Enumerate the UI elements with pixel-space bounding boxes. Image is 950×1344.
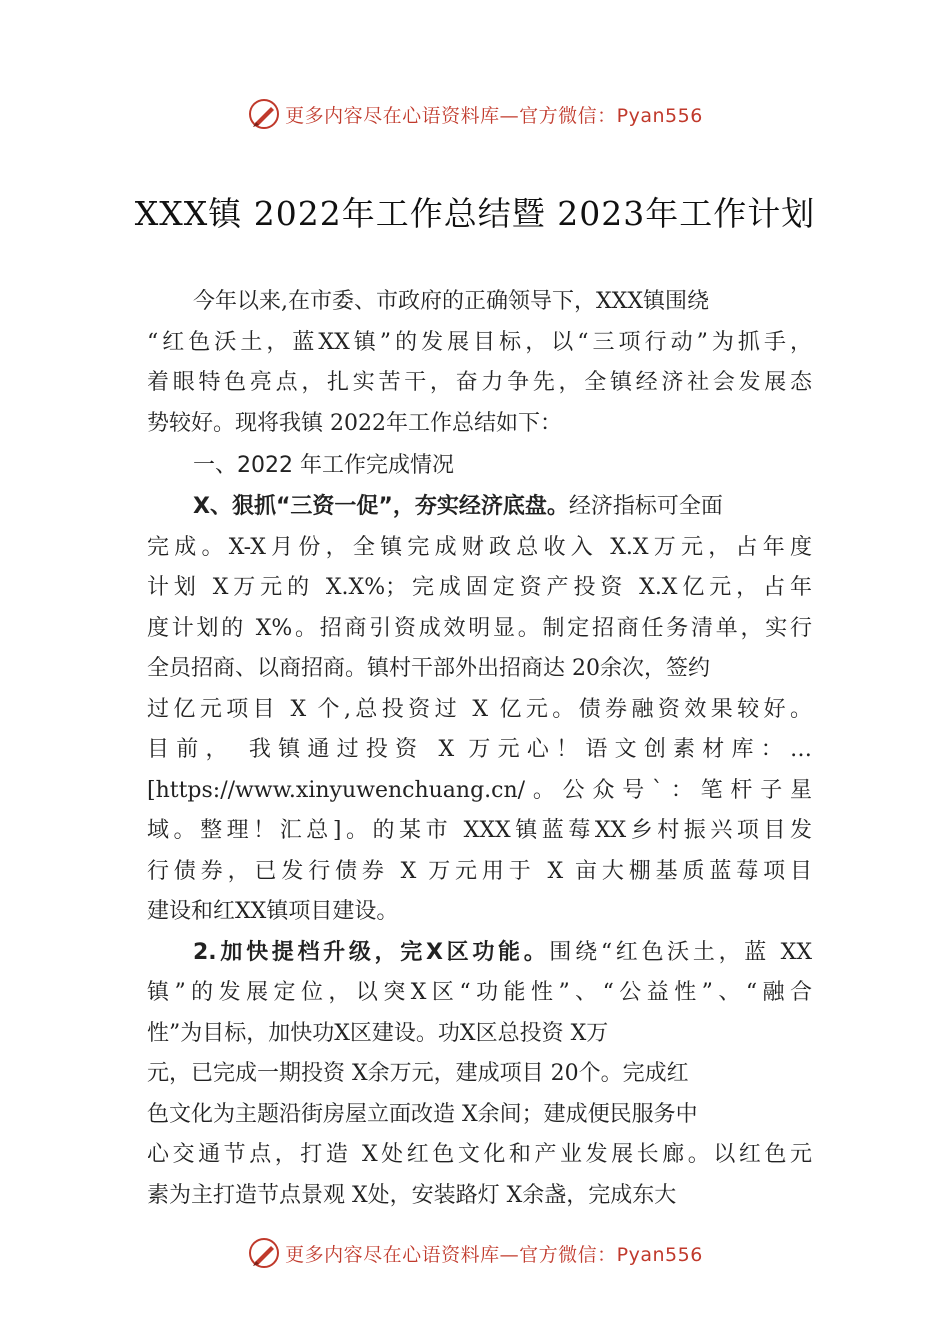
paragraph-2-line: 元，已完成一期投资 X余万元，建成项目 20个。完成红 — [147, 1061, 689, 1086]
header-watermark-banner — [0, 94, 950, 134]
document-title: XXX镇 2022年工作总结暨 2023年工作计划 — [134, 194, 816, 233]
intro-line: 势较好。现将我镇 2022年工作总结如下： — [147, 410, 562, 436]
paragraph-1-line: 域。整理！汇总]。的某市 XXX镇蓝莓XX乡村振兴项目发 — [147, 818, 812, 843]
intro-line: 今年以来,在市委、市政府的正确领导下，XXX镇围绕 — [193, 289, 709, 314]
paragraph-1-line: 过亿元项目 X 个,总投资过 X 亿元。债券融资效果较好。 — [147, 696, 812, 722]
paragraph-2-line: 素为主打造节点景观 X处，安装路灯 X余盏，完成东大 — [147, 1182, 677, 1208]
paragraph-1-lead: X、狠抓“三资一促”，夯实经济底盘。 — [193, 494, 569, 519]
wechat-id: Pyan556 — [616, 104, 703, 127]
pen-logo-icon — [247, 1236, 281, 1270]
section-heading: 一、2022 年工作完成情况 — [193, 453, 454, 478]
banner-text: 更多内容尽在心语资料库—官方微信：Pyan556 — [285, 1243, 703, 1266]
document-body — [147, 282, 812, 1216]
paragraph-1-line: [https://www.xinyuwenchuang.cn/。公众号`：笔杆子星 — [147, 777, 812, 803]
paragraph-1-line: 计划 X万元的 X.X%；完成固定资产投资 X.X亿元，占年 — [147, 575, 812, 600]
paragraph-1-line: 行债券，已发行债券 X 万元用于 X 亩大棚基质蓝莓项目 — [147, 858, 812, 884]
paragraph-2-line: 性”为目标，加快功X区建设。功X区总投资 X万 — [147, 1020, 609, 1046]
banner-text: 更多内容尽在心语资料库—官方微信：Pyan556 — [285, 104, 703, 127]
paragraph-1-first-line: X、狠抓“三资一促”，夯实经济底盘。经济指标可全面 — [193, 494, 723, 519]
paragraph-1-line: 目前， 我镇通过投资 X 万元心！语文创素材库：… — [147, 737, 812, 762]
pen-logo-icon — [247, 97, 281, 131]
intro-line: “红色沃土，蓝XX镇”的发展目标，以“三项行动”为抓手， — [147, 329, 812, 355]
paragraph-2-first-line: 2.加快提档升级，完X区功能。围绕“红色沃土，蓝 XX — [193, 939, 812, 965]
paragraph-1-line: 建设和红XX镇项目建设。 — [147, 899, 399, 924]
intro-line: 着眼特色亮点，扎实苦干，奋力争先，全镇经济社会发展态 — [147, 370, 812, 395]
paragraph-2-lead: 2.加快提档升级，完X区功能。 — [193, 939, 550, 965]
paragraph-2-line: 心交通节点，打造 X处红色文化和产业发展长廊。以红色元 — [147, 1142, 812, 1167]
wechat-id: Pyan556 — [616, 1243, 703, 1266]
paragraph-2-line: 镇”的发展定位，以突X区“功能性”、“公益性”、“融合 — [147, 980, 812, 1005]
paragraph-2-line: 色文化为主题沿街房屋立面改造 X余间；建成便民服务中 — [147, 1101, 698, 1127]
paragraph-1-line: 全员招商、以商招商。镇村干部外出招商达 20余次，签约 — [147, 656, 710, 681]
footer-watermark-banner — [0, 1233, 950, 1273]
paragraph-1-line: 完成。X-X月份，全镇完成财政总收入 X.X万元，占年度 — [147, 534, 812, 560]
paragraph-1-line: 度计划的 X%。招商引资成效明显。制定招商任务清单，实行 — [147, 615, 812, 641]
